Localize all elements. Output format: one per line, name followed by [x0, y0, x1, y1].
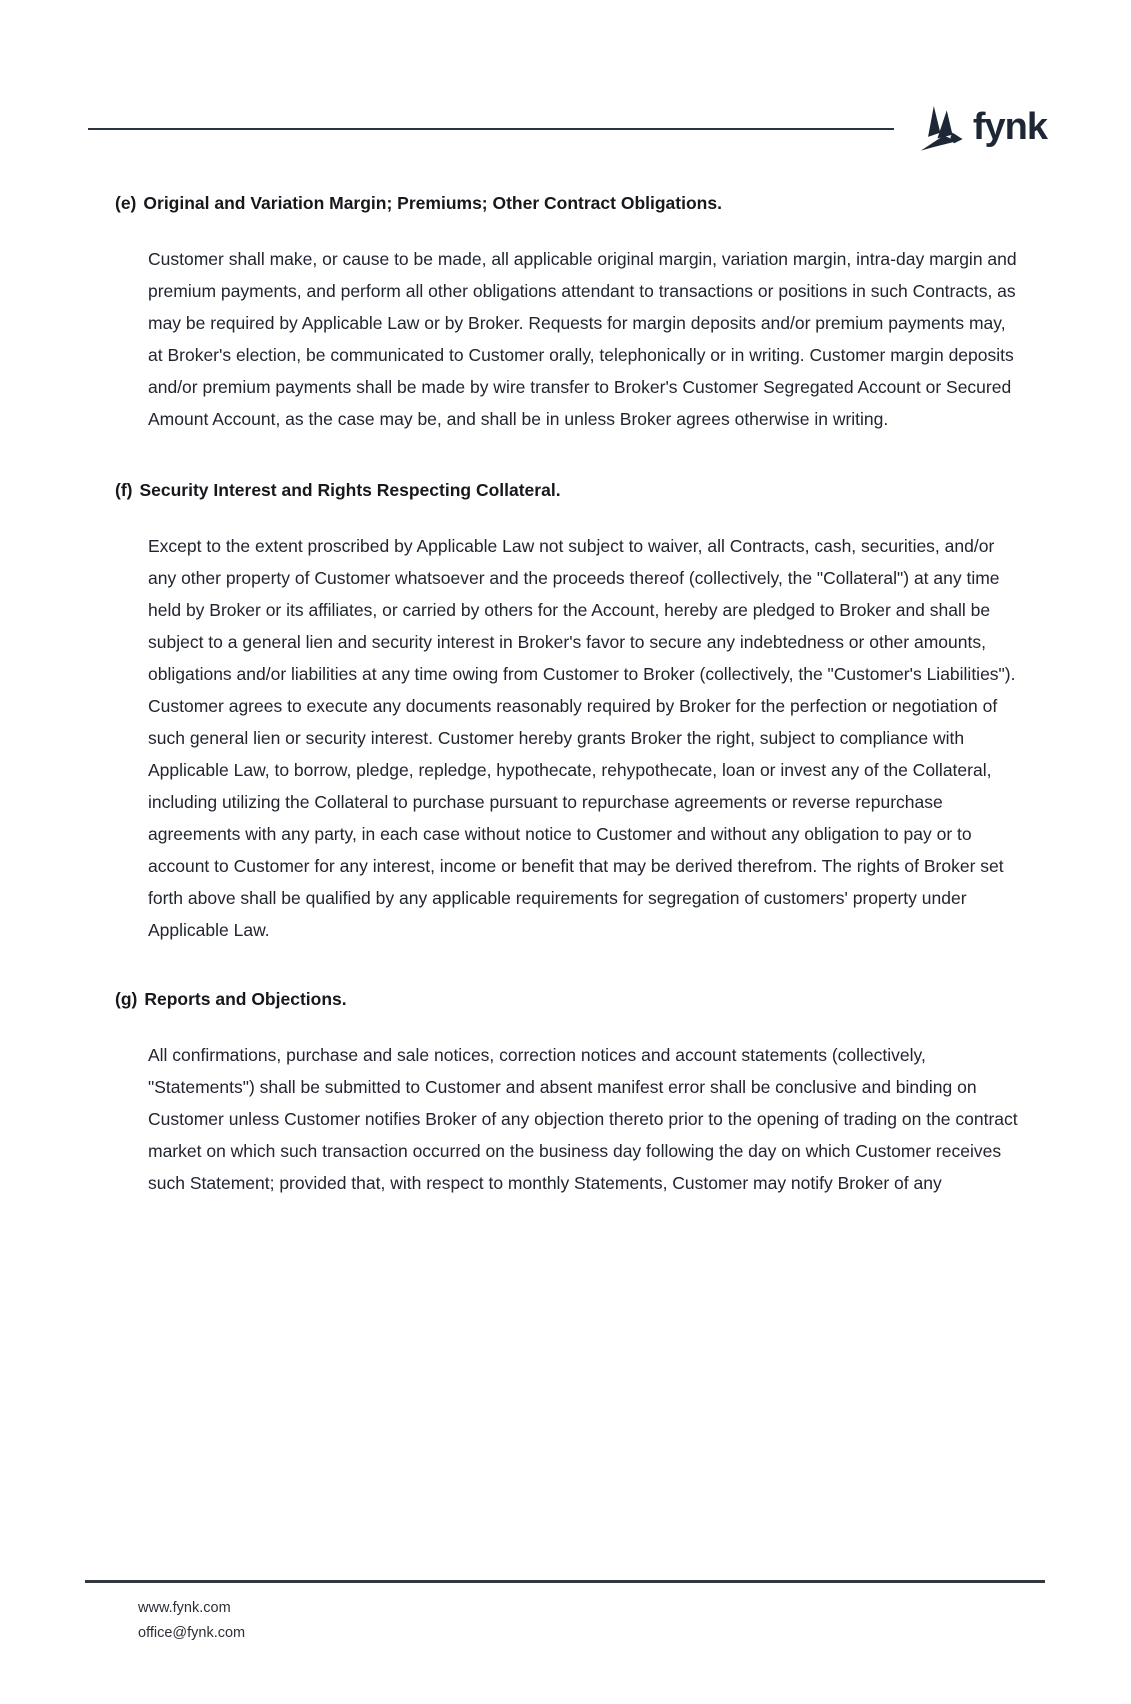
section-f-title: Security Interest and Rights Respecting Collateral. [139, 480, 561, 500]
logo-wordmark: fynk [972, 106, 1047, 148]
section-f-paragraph: Except to the extent proscribed by Applicable Law not subject to waiver, all Contracts, cash, securities, and/or any other property of Customer whatsoever and the proceeds thereof (collectively, the "Collateral") at any time held by Broker or its affiliates, or carried by others for the Account, hereby are pledged to Broker and shall be subject to a general lien and security interest in Broker's favor to secure any indebtedness or other amounts, obligations and/or liabilities at any time owing from Customer to Broker (collectively, the "Customer's Liabilities"). Customer agrees to execute any documents reasonably required by Broker for the perfection or negotiation of such general lien or security interest. Customer hereby grants Broker the right, subject to compliance with Applicable Law, to borrow, pledge, repledge, hypothecate, rehypothecate, loan or invest any of the Collateral, including utilizing the Collateral to purchase pursuant to repurchase agreements or reverse repurchase agreements with any party, in each case without notice to Customer and without any obligation to pay or to account to Customer for any interest, income or benefit that may be derived therefrom. The rights of Broker set forth above shall be qualified by any applicable requirements for segregation of customers' property under Applicable Law. [148, 536, 1016, 940]
document-page [0, 104, 1131, 1704]
section-f-label: (f) [115, 480, 133, 500]
section-e-title: Original and Variation Margin; Premiums; Other Contract Obligations. [143, 193, 722, 213]
section-g-paragraph: All confirmations, purchase and sale notices, correction notices and account statements (collectively, "Statements") shall be submitted to Customer and absent manifest error shall be conclusive and binding on Customer unless Customer notifies Broker of any objection thereto prior to the opening of trading on the contract market on which such transaction occurred on the business day following the day on which Customer receives such Statement; provided that, with respect to monthly Statements, Customer may notify Broker of any [148, 1045, 1018, 1193]
section-f-heading [115, 477, 1025, 503]
document-content [115, 190, 1025, 1199]
fynk-logo [918, 104, 1047, 154]
section-e [115, 190, 1025, 435]
section-e-heading [115, 190, 1025, 216]
origami-bird-icon [918, 104, 964, 154]
section-g [115, 986, 1025, 1199]
section-g-title: Reports and Objections. [144, 989, 347, 1009]
section-f [115, 477, 1025, 946]
section-g-label: (g) [115, 989, 138, 1009]
footer-contact-block [138, 1596, 1045, 1646]
footer-website: www.fynk.com [138, 1600, 231, 1616]
footer-email: office@fynk.com [138, 1625, 246, 1641]
page-header [88, 104, 1047, 154]
footer-divider-rule [85, 1580, 1045, 1583]
section-e-paragraph: Customer shall make, or cause to be made, all applicable original margin, variation margin, intra-day margin and premium payments, and perform all other obligations attendant to transactions or positions in such Contracts, as may be required by Applicable Law or by Broker. Requests for margin deposits and/or premium payments may, at Broker's election, be communicated to Customer orally, telephonically or in writing. Customer margin deposits and/or premium payments shall be made by wire transfer to Broker's Customer Segregated Account or Secured Amount Account, as the case may be, and shall be in unless Broker agrees otherwise in writing. [148, 249, 1017, 429]
header-divider-rule [88, 128, 894, 130]
section-g-heading [115, 986, 1025, 1012]
section-e-label: (e) [115, 193, 137, 213]
page-footer [85, 1580, 1045, 1646]
